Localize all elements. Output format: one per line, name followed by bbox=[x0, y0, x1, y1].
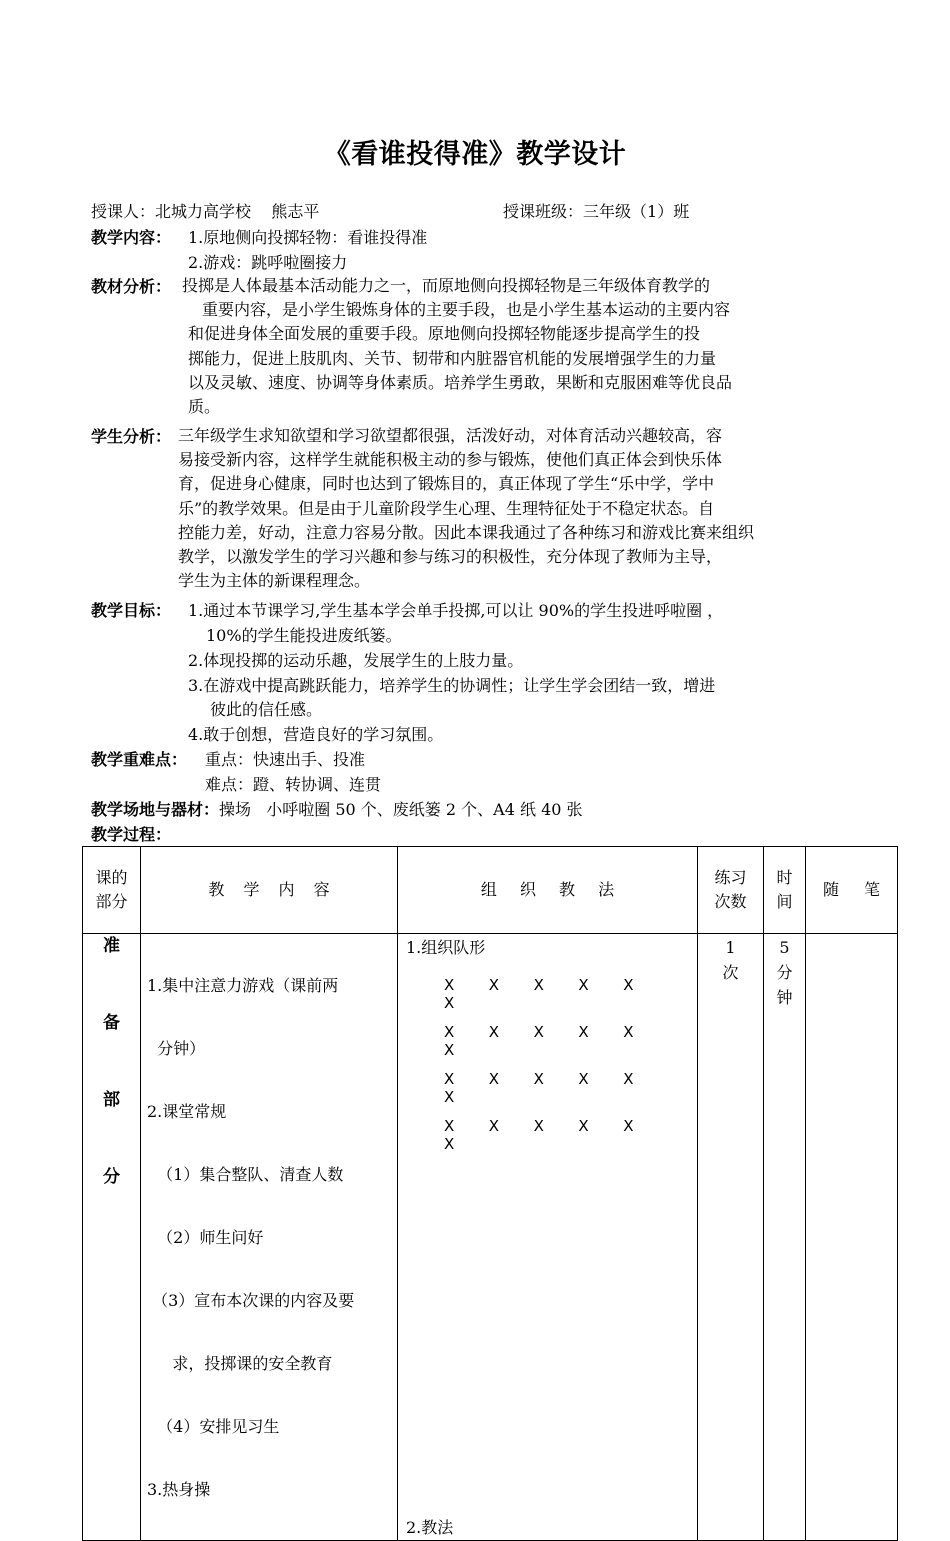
process-label: 教学过程： bbox=[91, 825, 172, 844]
content-cell-line: 分钟） bbox=[147, 1039, 206, 1058]
student-line: 易接受新内容，这样学生就能积极主动的参与锻炼，使他们真正体会到快乐体 bbox=[178, 450, 723, 470]
table-header-row bbox=[83, 847, 898, 934]
formation-mark: X bbox=[623, 1023, 634, 1041]
table-row bbox=[83, 934, 898, 1541]
material-line: 和促进身体全面发展的重要手段。原地侧向投掷轻物能逐步提高学生的投 bbox=[188, 324, 701, 344]
goals-label: 教学目标： bbox=[91, 601, 172, 620]
content-label: 教学内容： bbox=[91, 228, 172, 247]
key-points-label: 教学重难点： bbox=[91, 750, 188, 769]
content-cell bbox=[141, 934, 398, 1541]
formation-mark: X bbox=[444, 1088, 455, 1106]
key-points-focus: 重点：快速出手、投准 bbox=[205, 750, 366, 769]
formation-mark: X bbox=[444, 1117, 455, 1135]
material-line: 以及灵敏、速度、协调等身体素质。培养学生勇敢，果断和克服困难等优良品 bbox=[188, 372, 733, 392]
formation-mark: X bbox=[533, 976, 544, 994]
time-line: 5 bbox=[779, 938, 790, 957]
content-item-2: 2.游戏：跳呼啦圈接力 bbox=[188, 253, 348, 272]
header-count-line: 练习 bbox=[714, 868, 747, 887]
count-line: 1 bbox=[725, 938, 736, 957]
material-line: 投掷是人体最基本活动能力之一，而原地侧向投掷轻物是三年级体育教学的 bbox=[182, 276, 711, 295]
section-char: 分 bbox=[103, 1167, 120, 1187]
content-cell-line: 2.课堂常规 bbox=[147, 1102, 227, 1121]
formation-mark: X bbox=[488, 1023, 500, 1041]
formation-mark: X bbox=[578, 1070, 589, 1088]
formation-row bbox=[444, 976, 697, 1012]
material-analysis-text bbox=[182, 274, 812, 419]
formation-row bbox=[444, 1070, 697, 1106]
time-line: 分 bbox=[776, 963, 793, 982]
formation-mark: X bbox=[444, 1041, 455, 1059]
time-cell bbox=[764, 934, 806, 1541]
student-line: 乐”的教学效果。但是由于儿童阶段学生心理、生理特征处于不稳定状态。自 bbox=[178, 498, 715, 518]
notes-cell bbox=[806, 934, 898, 1541]
section-char: 部 bbox=[103, 1090, 120, 1110]
formation-mark: X bbox=[444, 976, 455, 994]
key-points-difficulty: 难点：蹬、转协调、连贯 bbox=[205, 775, 382, 794]
formation-mark: X bbox=[578, 1117, 589, 1135]
header-method-text: 组 织 教 法 bbox=[480, 880, 615, 899]
class-line bbox=[503, 199, 689, 224]
content-cell-line: 3.热身操 bbox=[147, 1480, 211, 1499]
method-footer: 2.教法 bbox=[406, 1518, 454, 1537]
header-notes bbox=[806, 847, 898, 934]
student-line: 三年级学生求知欲望和学习欲望都很强，活泼好动，对体育活动兴趣较高，容 bbox=[178, 426, 723, 445]
content-cell-line: （3）宣布本次课的内容及要 bbox=[147, 1291, 355, 1310]
venue-label: 教学场地与器材： bbox=[91, 800, 220, 819]
material-line: 掷能力，促进上肢肌肉、关节、韧带和内脏器官机能的发展增强学生的力量 bbox=[188, 348, 717, 368]
teacher-label: 授课人： bbox=[91, 202, 156, 221]
formation-mark: X bbox=[444, 1023, 455, 1041]
method-cell bbox=[398, 934, 698, 1541]
header-part-line: 课的 bbox=[95, 868, 128, 887]
goal-line: 3.在游戏中提高跳跃能力，培养学生的协调性；让学生学会团结一致，增进 bbox=[188, 676, 716, 695]
formation-row bbox=[444, 1117, 697, 1153]
process-table bbox=[82, 846, 898, 1541]
header-time bbox=[764, 847, 806, 934]
count-line: 次 bbox=[722, 963, 739, 982]
content-cell-line: 1.集中注意力游戏（课前两 bbox=[147, 976, 339, 995]
formation-mark: X bbox=[533, 1117, 544, 1135]
student-line: 学生为主体的新课程理念。 bbox=[178, 571, 371, 591]
formation-mark: X bbox=[488, 1070, 500, 1088]
formation-mark: X bbox=[444, 994, 455, 1012]
content-cell-line: （4）安排见习生 bbox=[147, 1417, 280, 1436]
formation-mark: X bbox=[488, 1117, 500, 1135]
header-count bbox=[698, 847, 764, 934]
venue-value: 操场 小呼啦圈 50 个、废纸篓 2 个、A4 纸 40 张 bbox=[219, 800, 583, 819]
formation-mark: X bbox=[623, 1117, 634, 1135]
teacher-line bbox=[91, 199, 319, 224]
section-char: 准 bbox=[103, 936, 120, 956]
student-line: 育，促进身心健康，同时也达到了锻炼目的，真正体现了学生“乐中学，学中 bbox=[178, 474, 715, 494]
document-title: 《看谁投得准》教学设计 bbox=[323, 139, 627, 170]
formation-mark: X bbox=[444, 1135, 455, 1153]
time-line: 钟 bbox=[776, 988, 793, 1007]
header-content bbox=[141, 847, 398, 934]
formation-row bbox=[444, 1023, 697, 1059]
header-part-line: 部分 bbox=[95, 892, 128, 911]
header-time-line: 间 bbox=[776, 892, 793, 911]
goal-line: 1.通过本节课学习,学生基本学会单手投掷,可以让 90%的学生投进呼啦圈 ， bbox=[188, 601, 724, 620]
formation-mark: X bbox=[533, 1023, 544, 1041]
formation-mark: X bbox=[623, 1070, 634, 1088]
header-notes-text: 随 笔 bbox=[822, 880, 881, 899]
method-title: 1.组织队形 bbox=[406, 938, 486, 957]
material-line: 质。 bbox=[188, 397, 221, 417]
content-item-1: 1.原地侧向投掷轻物：看谁投得准 bbox=[188, 228, 428, 247]
section-char: 备 bbox=[103, 1013, 120, 1033]
header-method bbox=[398, 847, 698, 934]
formation-mark: X bbox=[623, 976, 634, 994]
class-label: 授课班级： bbox=[503, 202, 584, 221]
header-count-line: 次数 bbox=[714, 892, 747, 911]
material-line: 重要内容，是小学生锻炼身体的主要手段，也是小学生基本运动的主要内容 bbox=[202, 300, 731, 320]
formation-mark: X bbox=[578, 1023, 589, 1041]
header-time-line: 时 bbox=[776, 868, 793, 887]
student-analysis-label: 学生分析： bbox=[91, 427, 172, 446]
formation-mark: X bbox=[533, 1070, 544, 1088]
formation-mark: X bbox=[488, 976, 500, 994]
formation-mark: X bbox=[444, 1070, 455, 1088]
goal-line: 2.体现投掷的运动乐趣，发展学生的上肢力量。 bbox=[188, 651, 524, 670]
header-content-text: 教 学 内 容 bbox=[208, 880, 330, 899]
count-cell bbox=[698, 934, 764, 1541]
student-analysis-text bbox=[178, 424, 814, 593]
formation-mark: X bbox=[578, 976, 589, 994]
class-value: 三年级（1）班 bbox=[583, 202, 690, 221]
venue-line bbox=[91, 797, 583, 822]
student-line: 控能力差，好动，注意力容易分散。因此本课我通过了各种练习和游戏比赛来组织 bbox=[178, 522, 755, 542]
formation-grid bbox=[406, 960, 697, 1170]
material-analysis-label: 教材分析： bbox=[91, 277, 172, 296]
section-cell bbox=[83, 934, 141, 1541]
goal-line: 彼此的信任感。 bbox=[210, 700, 323, 719]
student-line: 教学，以激发学生的学习兴趣和参与练习的积极性，充分体现了教师为主导， bbox=[178, 547, 723, 567]
teacher-value: 北城力高学校 熊志平 bbox=[155, 202, 320, 221]
content-cell-line: （2）师生问好 bbox=[147, 1228, 264, 1247]
content-cell-line: （1）集合整队、清查人数 bbox=[147, 1165, 344, 1184]
goal-line: 10%的学生能投进废纸篓。 bbox=[206, 626, 402, 645]
content-cell-line: 求，投掷课的安全教育 bbox=[147, 1354, 333, 1373]
header-part bbox=[83, 847, 141, 934]
goal-line: 4.敢于创想，营造良好的学习氛围。 bbox=[188, 725, 444, 744]
